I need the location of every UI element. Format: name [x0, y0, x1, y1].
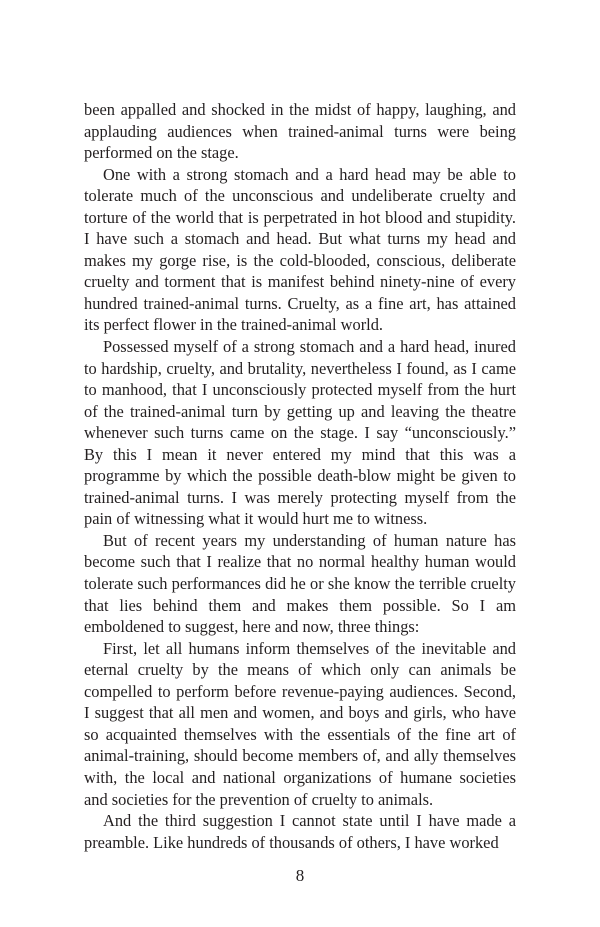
paragraph-recent-years: But of recent years my understanding of human nature has become such that I realize that no normal healthy human would tolerate such performances did he or she know the terrible cruelty that lies behind them and makes them possible. So I am emboldened to suggest, here and now, three things:	[84, 530, 516, 637]
paragraph-possessed: Possessed myself of a strong stomach and a hard head, inured to hardship, cruelty, and brutality, nevertheless I found, as I came to manhood, that I unconsciously protected myself from the hurt of the trained-animal turn by getting up and leaving the theatre whenever such turns came on the stage. I say “unconsciously.” By this I mean it never entered my mind that this was a programme by which the possible death-blow might be given to trained-animal turns. I was merely protecting myself from the pain of witnessing what it would hurt me to witness.	[84, 337, 516, 529]
body-text	[84, 99, 516, 853]
paragraph-continued: been appalled and shocked in the midst of happy, laughing, and applauding audiences when trained-animal turns were being performed on the stage.	[84, 100, 516, 163]
paragraph-first-suggestion: First, let all humans inform themselves of the inevitable and eternal cruelty by the means of which only can animals be compelled to perform before revenue-paying audiences. Second, I suggest that all men and women, and boys and girls, who have so acquainted themselves with the essentials of the fine art of animal-training, should become members of, and ally themselves with, the local and national organizations of humane societies and societies for the prevention of cruelty to animals.	[84, 638, 516, 809]
page-number: 8	[295, 866, 305, 885]
paragraph-third-suggestion: And the third suggestion I cannot state until I have made a preamble. Like hundreds of thousands of others, I have worked	[84, 811, 516, 852]
paragraph-strong-stomach: One with a strong stomach and a hard head may be able to tolerate much of the unconscious and undeliberate cruelty and torture of the world that is perpetrated in hot blood and stupidity. I have such a stomach and head. But what turns my head and makes my gorge rise, is the cold-blooded, conscious, deliberate cruelty and torment that is manifest behind ninety-nine of every hundred trained-animal turns. Cruelty, as a fine art, has attained its perfect flower in the trained-animal world.	[84, 164, 516, 335]
